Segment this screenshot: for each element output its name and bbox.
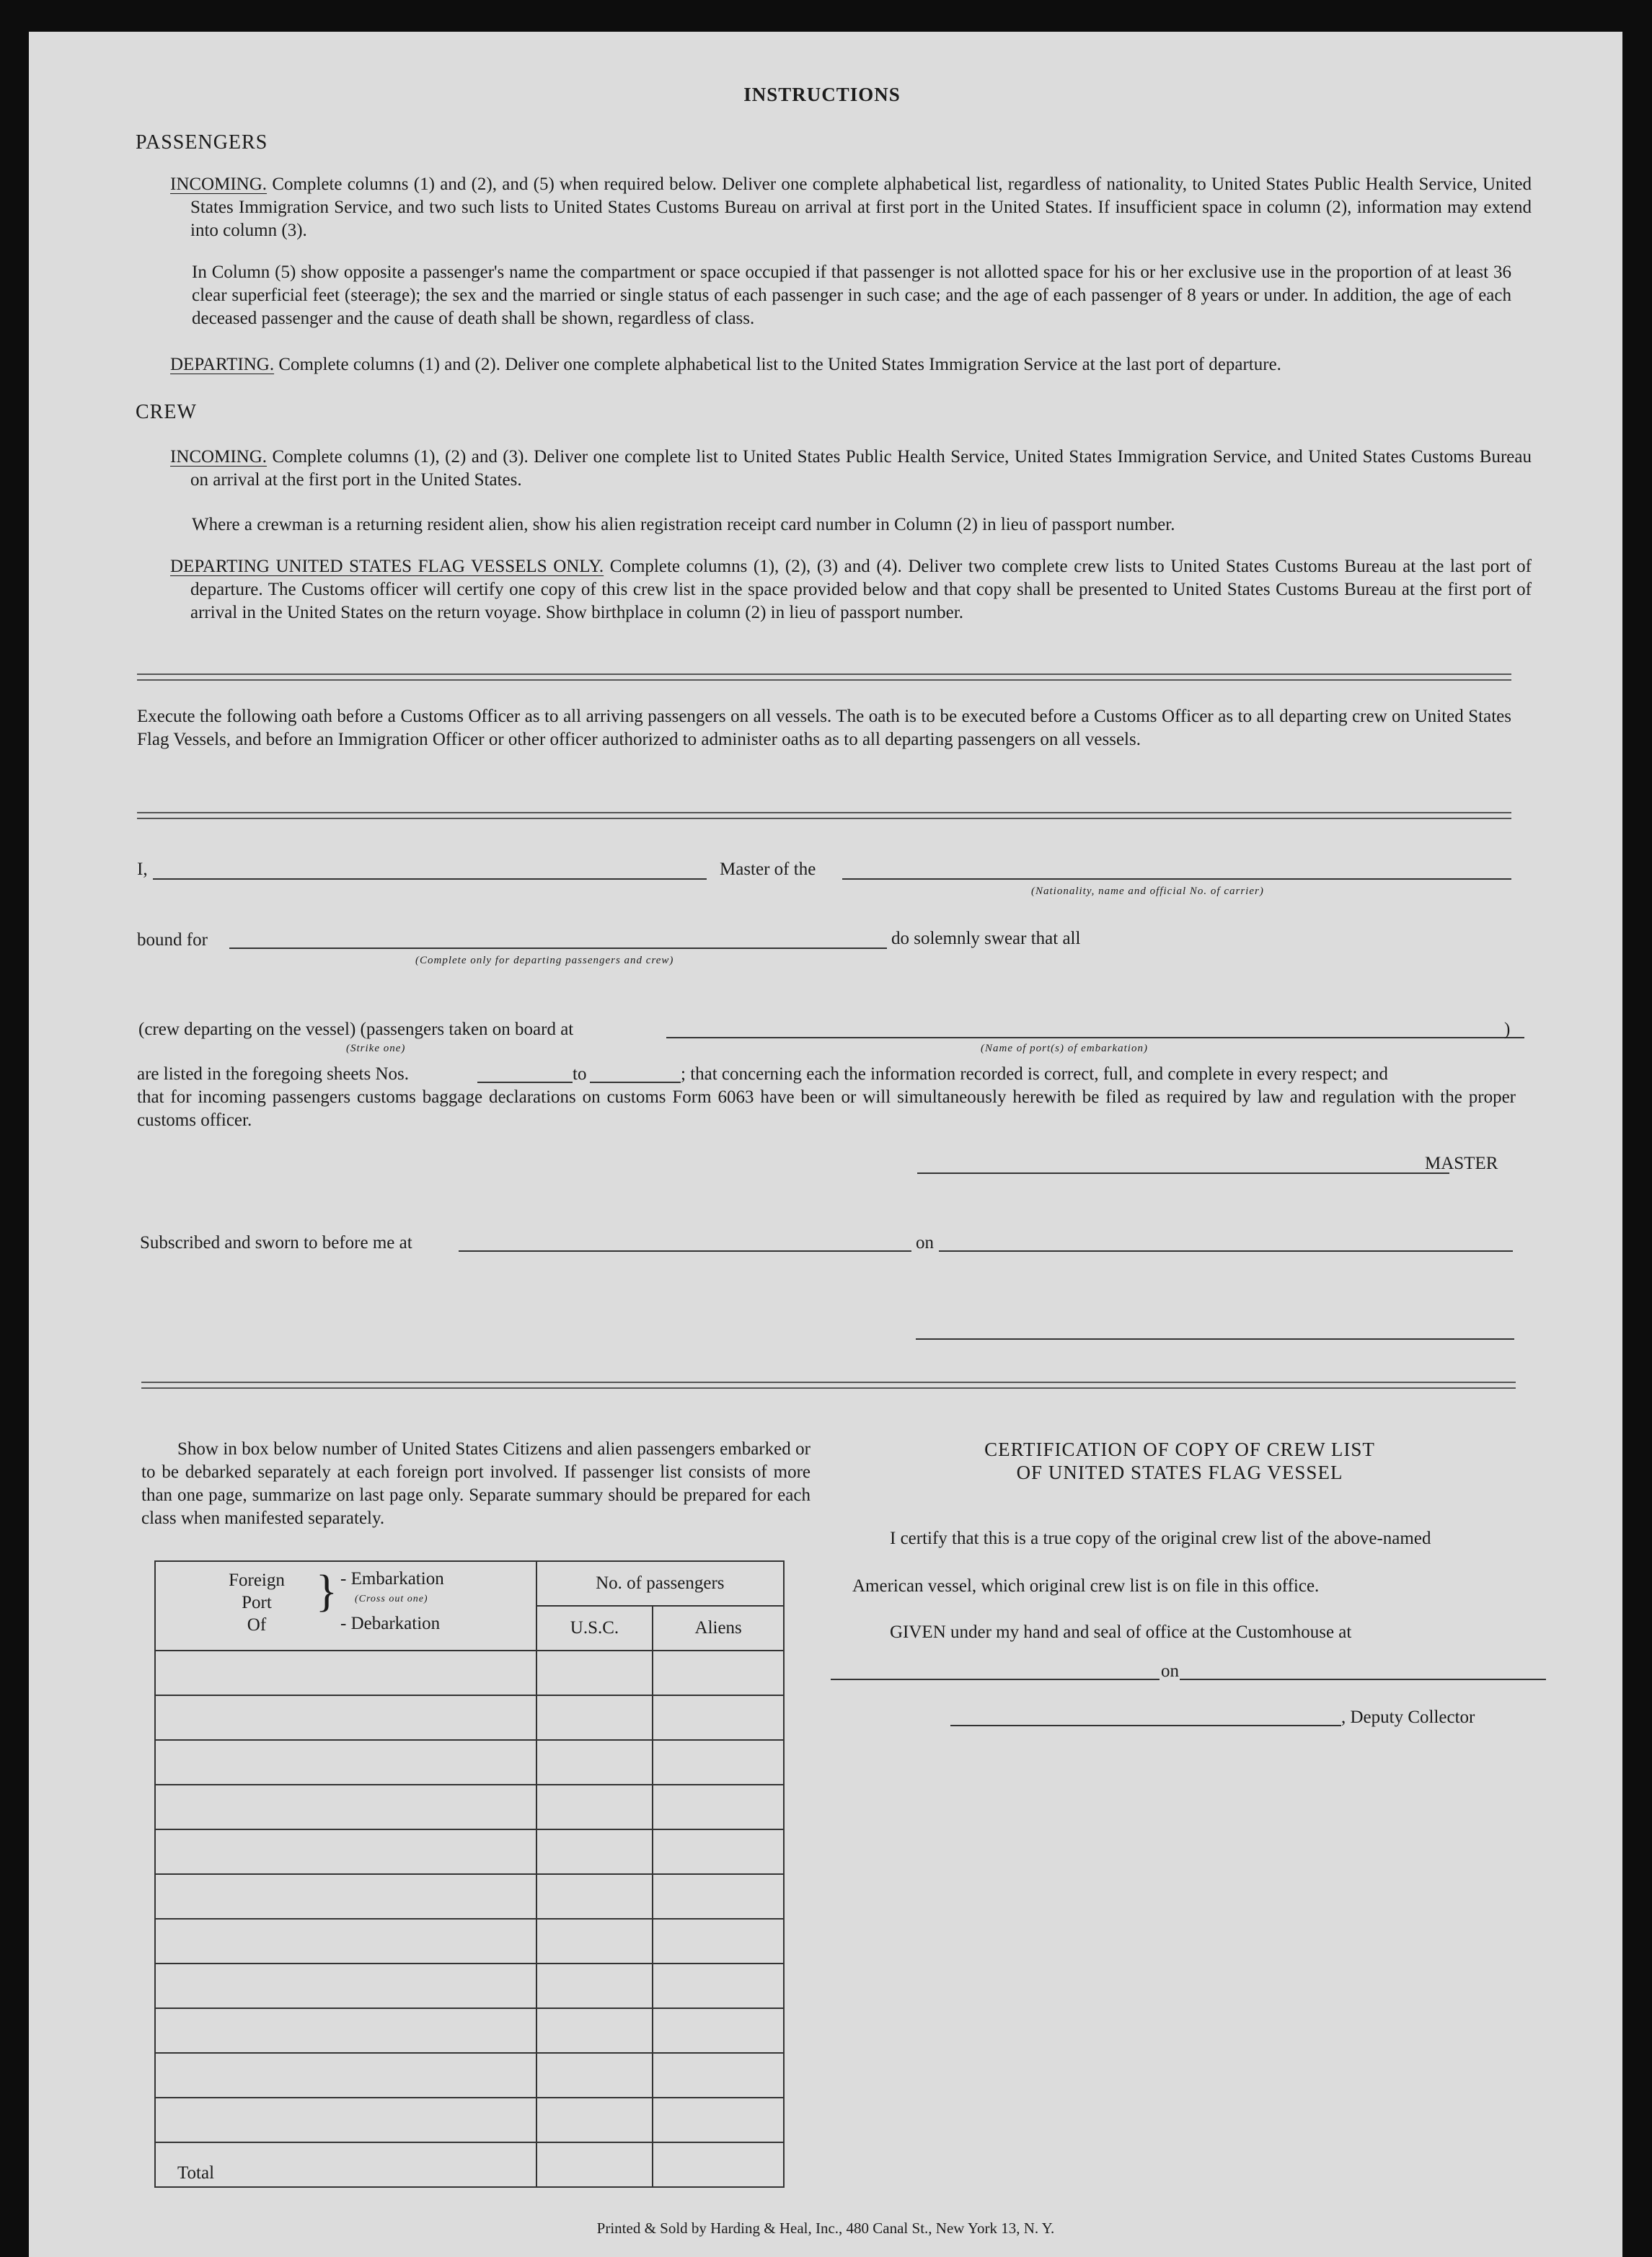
usc-cell[interactable] [536, 2098, 653, 2142]
passengers-departing-label: DEPARTING. [170, 355, 275, 374]
passenger-summary-table [154, 1560, 785, 2188]
port-caption: (Name of port(s) of embarkation) [981, 1043, 1148, 1054]
bound-for-caption: (Complete only for departing passengers and crew) [415, 955, 674, 966]
deputy-signature-field[interactable] [950, 1725, 1341, 1726]
usc-cell[interactable] [536, 2053, 653, 2098]
crew-departing-paragraph [170, 555, 1532, 624]
bound-for-field[interactable] [229, 948, 887, 949]
foreign-port-header [155, 1561, 536, 1651]
usc-cell[interactable] [536, 1695, 653, 1740]
port-cell[interactable] [155, 1919, 536, 1964]
table-row [155, 1919, 784, 1964]
sworn-place-field[interactable] [459, 1250, 911, 1252]
divider-1 [137, 673, 1511, 681]
total-label: Total [155, 2142, 536, 2187]
port-cell[interactable] [155, 2053, 536, 2098]
passengers-incoming-text: Complete columns (1) and (2), and (5) when required below. Deliver one complete alphabetical list, regardless of nationality, to United States Public Health Service, United States Immigration Service, and two such lists to United States Customs Bureau on arrival at first port in the United States. If insufficient space in column (2), information may extend into column (3). [190, 175, 1532, 240]
form-page [29, 32, 1622, 2257]
port-cell[interactable] [155, 1651, 536, 1695]
printer-footer: Printed & Sold by Harding & Heal, Inc., 480 Canal St., New York 13, N. Y. [596, 2220, 1055, 2237]
port-cell[interactable] [155, 1964, 536, 2008]
table-row [155, 1695, 784, 1740]
carrier-caption: (Nationality, name and official No. of carrier) [1031, 885, 1264, 897]
master-signature-field[interactable] [917, 1172, 1449, 1174]
foreign-label: Foreign [229, 1571, 285, 1590]
swear-label: do solemnly swear that all [891, 929, 1081, 948]
oath-intro: Execute the following oath before a Customs Officer as to all arriving passengers on all vessels. The oath is to be executed before a Customs Officer as to all departing crew on United States Flag Vessels, and before an Immigration Officer or other officer authorized to administer oaths as to all departing passengers on all vessels. [137, 707, 1511, 749]
embarkation-port-field[interactable] [666, 1037, 1524, 1038]
to-label: to [573, 1064, 587, 1084]
table-row [155, 1829, 784, 1874]
master-name-field[interactable] [153, 878, 707, 880]
certify-date-field[interactable] [1180, 1679, 1546, 1680]
certification-title-2: OF UNITED STATES FLAG VESSEL [1016, 1462, 1343, 1483]
passengers-departing-paragraph [170, 353, 1532, 376]
usc-cell[interactable] [536, 1829, 653, 1874]
table-row [155, 1651, 784, 1695]
crew-departing-label: DEPARTING UNITED STATES FLAG VESSELS ONLY. [170, 557, 604, 576]
no-passengers-header: No. of passengers [536, 1561, 784, 1606]
divider-3 [141, 1382, 1516, 1389]
table-row [155, 1740, 784, 1785]
usc-cell[interactable] [536, 1919, 653, 1964]
port-cell[interactable] [155, 1740, 536, 1785]
sheet-to-field[interactable] [590, 1082, 681, 1083]
table-row [155, 2098, 784, 2142]
table-row [155, 2053, 784, 2098]
debarkation-label: - Debarkation [340, 1614, 441, 1633]
certify-line-1: I certify that this is a true copy of the original crew list of the above-named [890, 1529, 1431, 1548]
aliens-cell[interactable] [653, 1695, 784, 1740]
bound-for-label: bound for [137, 930, 208, 950]
total-usc-cell[interactable] [536, 2142, 653, 2187]
aliens-cell[interactable] [653, 1919, 784, 1964]
master-label: MASTER [1425, 1154, 1498, 1173]
crewman-paragraph: Where a crewman is a returning resident alien, show his alien registration receipt card number in Column (2) in lieu of passport number. [192, 515, 1175, 534]
certification-title-1: CERTIFICATION OF COPY OF CREW LIST [984, 1439, 1375, 1460]
aliens-cell[interactable] [653, 1964, 784, 2008]
table-row [155, 1785, 784, 1829]
crew-incoming-text: Complete columns (1), (2) and (3). Deliver one complete list to United States Public Health Service, United States Immigration Service, and United States Customs Bureau on arrival at the first port in the United States. [190, 447, 1532, 490]
sworn-date-field[interactable] [939, 1250, 1513, 1252]
aliens-cell[interactable] [653, 1829, 784, 1874]
subscribed-label: Subscribed and sworn to before me at [140, 1233, 412, 1253]
aliens-cell[interactable] [653, 1874, 784, 1919]
port-label: Port [242, 1593, 272, 1612]
crew-incoming-label: INCOMING. [170, 447, 268, 467]
summary-instructions: Show in box below number of United States Citizens and alien passengers embarked or to be debarked separately at each foreign port involved. If passenger list consists of more than one page, summarize on last page only. Separate summary should be prepared for each class when manifested separately. [141, 1439, 810, 1528]
crew-incoming-paragraph [170, 446, 1532, 492]
listed-rest-1: ; that concerning each the information recorded is correct, full, and complete in every respect; and [681, 1064, 1388, 1084]
port-cell[interactable] [155, 1874, 536, 1919]
aliens-cell[interactable] [653, 2053, 784, 2098]
oath-i-label: I, [137, 860, 148, 879]
deputy-collector-label: , Deputy Collector [1341, 1708, 1475, 1727]
usc-cell[interactable] [536, 2008, 653, 2053]
crew-heading: CREW [136, 401, 197, 423]
passengers-departing-text: Complete columns (1) and (2). Deliver one complete alphabetical list to the United States Immigration Service at the last port of departure. [278, 355, 1281, 374]
aliens-cell[interactable] [653, 1785, 784, 1829]
table-row [155, 2008, 784, 2053]
certify-line-2: American vessel, which original crew list is on file in this office. [852, 1576, 1320, 1596]
strike-caption: (Strike one) [346, 1043, 406, 1054]
listed-prefix: are listed in the foregoing sheets Nos. [137, 1064, 409, 1084]
port-cell[interactable] [155, 2008, 536, 2053]
usc-cell[interactable] [536, 1964, 653, 2008]
port-cell[interactable] [155, 2098, 536, 2142]
carrier-field[interactable] [842, 878, 1511, 880]
listed-rest-2: that for incoming passengers customs baggage declarations on customs Form 6063 have been or will simultaneously herewith be filed as required by law and regulation with the proper customs officer. [137, 1087, 1516, 1130]
port-cell[interactable] [155, 1829, 536, 1874]
column5-paragraph: In Column (5) show opposite a passenger's name the compartment or space occupied if that passenger is not allotted space for his or her exclusive use in the proportion of at least 36 clear superficial feet (steerage); the sex and the married or single status of each passenger in such case; and the age of each passenger of 8 years or under. In addition, the age of each deceased passenger and the cause of death shall be shown, regardless of class. [192, 262, 1511, 328]
of-label: Of [247, 1615, 267, 1635]
strike-text: (crew departing on the vessel) (passengers taken on board at [138, 1020, 574, 1039]
sworn-on-label: on [916, 1233, 934, 1253]
close-paren: ) [1504, 1020, 1511, 1039]
embarkation-label: - Embarkation [340, 1569, 444, 1589]
table-row [155, 1964, 784, 2008]
passengers-incoming-label: INCOMING. [170, 175, 268, 194]
cross-out-caption: (Cross out one) [355, 1594, 428, 1604]
customhouse-field[interactable] [831, 1679, 1160, 1680]
aliens-cell[interactable] [653, 1740, 784, 1785]
instructions-title: INSTRUCTIONS [743, 84, 901, 105]
usc-cell[interactable] [536, 1874, 653, 1919]
certify-on-label: on [1161, 1661, 1179, 1681]
aliens-header: Aliens [653, 1606, 784, 1651]
aliens-cell[interactable] [653, 2008, 784, 2053]
crew-departing-text: Complete columns (1), (2), (3) and (4). Deliver two complete crew lists to United States Customs Bureau at the last port of departure. The Customs officer will certify one copy of this crew list in the space provided below and that copy shall be presented to United States Customs Bureau at the first port of arrival in the United States on the return voyage. Show birthplace in column (2) in lieu of passport number. [190, 557, 1532, 622]
table-row [155, 1874, 784, 1919]
usc-cell[interactable] [536, 1740, 653, 1785]
officer-signature-field[interactable] [916, 1338, 1514, 1340]
passengers-incoming-paragraph [170, 173, 1532, 242]
aliens-cell[interactable] [653, 2098, 784, 2142]
total-aliens-cell[interactable] [653, 2142, 784, 2187]
port-cell[interactable] [155, 1695, 536, 1740]
aliens-cell[interactable] [653, 1651, 784, 1695]
brace-icon: } [316, 1567, 337, 1616]
usc-cell[interactable] [536, 1651, 653, 1695]
master-of-the-label: Master of the [720, 860, 816, 879]
certify-line-3: GIVEN under my hand and seal of office at the Customhouse at [890, 1622, 1352, 1642]
divider-2 [137, 812, 1511, 819]
certification-title [870, 1438, 1490, 1484]
passengers-heading: PASSENGERS [136, 131, 268, 154]
port-cell[interactable] [155, 1785, 536, 1829]
usc-cell[interactable] [536, 1785, 653, 1829]
sheet-from-field[interactable] [477, 1082, 573, 1083]
usc-header: U.S.C. [536, 1606, 653, 1651]
